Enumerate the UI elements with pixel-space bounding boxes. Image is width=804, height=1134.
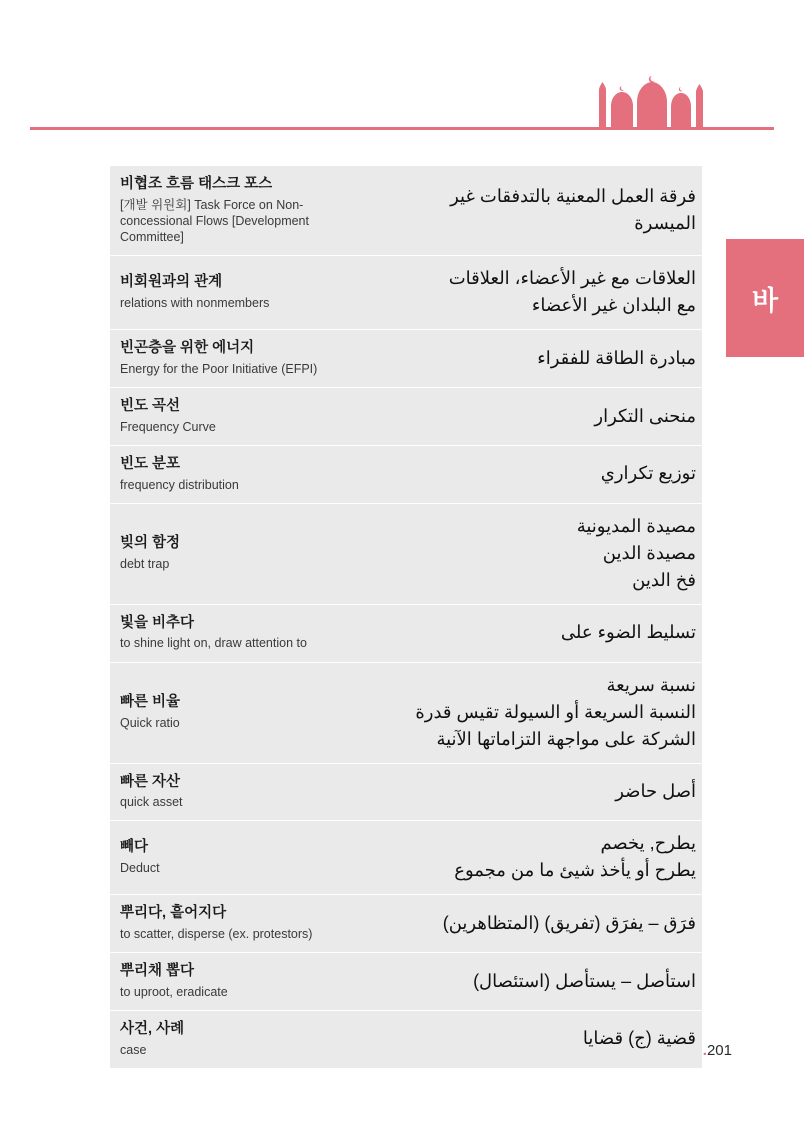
arabic-line: استأصل – يستأصل (استئصال): [473, 970, 696, 991]
korean-term: 사건, 사례: [120, 1021, 185, 1037]
english-gloss: quick asset: [120, 795, 183, 810]
arabic-cell: [378, 256, 702, 329]
korean-term: 비회원과의 관계: [120, 274, 223, 291]
english-gloss: relations with nonmembers: [120, 295, 270, 310]
korean-cell: [110, 330, 378, 387]
english-gloss: frequency distribution: [120, 477, 239, 492]
glossary-row: [110, 166, 702, 256]
section-tab-label: 바: [751, 285, 779, 316]
english-gloss: to shine light on, draw attention to: [120, 636, 307, 651]
korean-term: 뿌리다, 흩어지다: [120, 905, 227, 922]
glossary-row: [110, 821, 702, 895]
glossary-row: [110, 446, 702, 504]
arabic-cell: [378, 953, 702, 1010]
english-gloss: Deduct: [120, 861, 160, 876]
korean-term: 빠른 자산: [120, 773, 181, 790]
korean-term: 비협조 흐름 태스크 포스: [120, 176, 273, 192]
section-tab: [726, 239, 804, 357]
glossary-row: [110, 764, 702, 822]
arabic-cell: [378, 330, 702, 387]
korean-cell: [110, 821, 378, 894]
english-gloss: to scatter, disperse (ex. protestors): [120, 926, 313, 941]
glossary-row: [110, 504, 702, 605]
korean-cell: [110, 256, 378, 329]
page-number: 201: [706, 1042, 732, 1059]
arabic-line: مصيدة المديونية: [576, 515, 696, 536]
korean-cell: [110, 446, 378, 503]
korean-term: 빈도 곡선: [120, 398, 181, 415]
arabic-line: نسبة سريعة: [606, 674, 696, 695]
arabic-line: توزيع تكراري: [600, 463, 696, 484]
english-gloss: case: [120, 1042, 147, 1057]
english-gloss: debt trap: [120, 556, 170, 571]
korean-term: 뿌리채 뽑다: [120, 963, 195, 980]
arabic-cell: [378, 605, 702, 662]
english-gloss: Energy for the Poor Initiative (EFPI): [120, 361, 318, 376]
korean-term: 빠른 비율: [120, 694, 181, 711]
arabic-cell: [378, 895, 702, 952]
arabic-line: منحنى التكرار: [594, 405, 696, 426]
arabic-line: العلاقات مع غير الأعضاء، العلاقات: [448, 268, 696, 289]
english-gloss: to uproot, eradicate: [120, 984, 228, 999]
arabic-line: فرَق – يفرَق (تفريق) (المتظاهرين): [442, 912, 696, 933]
korean-cell: [110, 895, 378, 952]
english-gloss: [개발 위원회] Task Force on Non-concessional Flows [Development Committee]: [120, 197, 309, 245]
mosque-skyline-icon: [597, 74, 707, 127]
korean-term: 빛을 비추다: [120, 614, 195, 631]
english-gloss: Quick ratio: [120, 715, 180, 730]
arabic-line: فرقة العمل المعنية بالتدفقات غير: [450, 186, 696, 207]
glossary-row: [110, 330, 702, 388]
korean-cell: [110, 1011, 378, 1068]
korean-cell: [110, 166, 378, 255]
korean-cell: [110, 504, 378, 604]
arabic-line: النسبة السريعة أو السيولة تقيس قدرة: [415, 701, 696, 722]
arabic-line: يطرح, يخصم: [600, 833, 696, 854]
arabic-line: قضية (ج) قضايا: [582, 1028, 696, 1049]
arabic-cell: [378, 388, 702, 445]
korean-term: 빈도 분포: [120, 455, 181, 472]
page-footer: [703, 1042, 732, 1059]
glossary-row: [110, 256, 702, 330]
korean-cell: [110, 388, 378, 445]
arabic-line: مصيدة الدين: [602, 542, 696, 563]
korean-term: 빚의 함정: [120, 535, 181, 552]
glossary-row: [110, 1011, 702, 1069]
korean-term: 빼다: [120, 839, 149, 856]
arabic-line: مع البلدان غير الأعضاء: [531, 295, 696, 316]
korean-cell: [110, 663, 378, 763]
english-gloss: Frequency Curve: [120, 419, 216, 434]
arabic-cell: [378, 663, 702, 763]
glossary-table: [110, 166, 702, 1069]
glossary-row: [110, 388, 702, 446]
arabic-line: أصل حاضر: [615, 780, 696, 801]
arabic-cell: [378, 821, 702, 894]
glossary-row: [110, 663, 702, 764]
header-divider: [30, 127, 774, 130]
arabic-cell: [378, 764, 702, 821]
footer-dot: .: [702, 1042, 707, 1059]
arabic-cell: [378, 166, 702, 255]
arabic-cell: [378, 504, 702, 604]
korean-term: 빈곤층을 위한 에너지: [120, 340, 255, 357]
arabic-line: الشركة على مواجهة التزاماتها الآنية: [436, 728, 696, 749]
korean-cell: [110, 953, 378, 1010]
glossary-row: [110, 953, 702, 1011]
arabic-line: الميسرة: [634, 213, 696, 234]
glossary-row: [110, 895, 702, 953]
arabic-line: يطرح أو يأخذ شيئ ما من مجموع: [454, 860, 696, 881]
arabic-cell: [378, 446, 702, 503]
korean-cell: [110, 605, 378, 662]
glossary-row: [110, 605, 702, 663]
arabic-line: تسليط الضوء على: [560, 622, 696, 643]
korean-cell: [110, 764, 378, 821]
arabic-cell: [378, 1011, 702, 1068]
arabic-line: مبادرة الطاقة للفقراء: [537, 347, 696, 368]
arabic-line: فخ الدين: [632, 569, 696, 590]
